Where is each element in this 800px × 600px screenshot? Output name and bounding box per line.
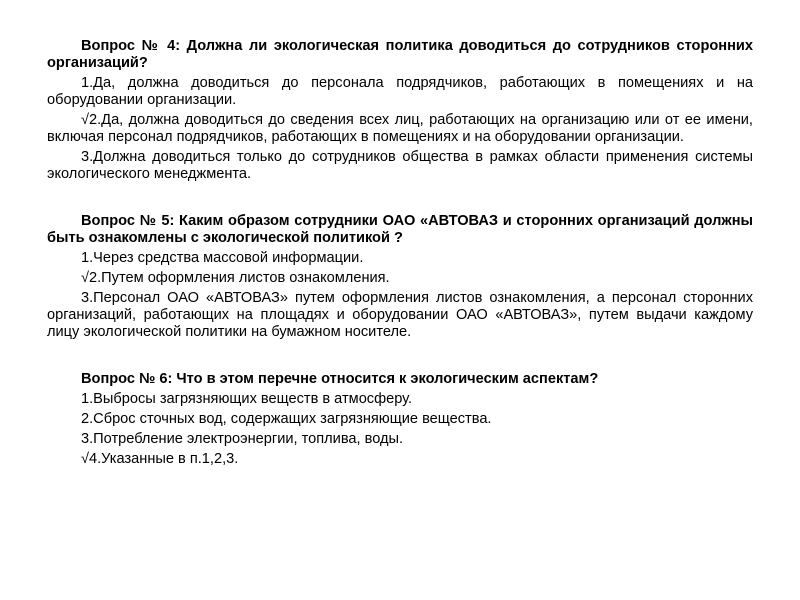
question-6-answer-3: 3.Потребление электроэнергии, топлива, воды. — [81, 431, 404, 447]
question-6-answer-4: √4.Указанные в п.1,2,3. — [81, 451, 239, 467]
question-5-answer-1: 1.Через средства массовой информации. — [81, 250, 364, 266]
question-6-answer-1: 1.Выбросы загрязняющих веществ в атмосферу. — [81, 391, 413, 407]
question-4-answer-2: √2.Да, должна доводиться до сведения всех лиц, работающих на организацию или от ее имени, включая персонал подрядчиков, работающих в помещениях и на оборудовании организации. — [47, 112, 753, 145]
question-5-answer-3: 3.Персонал ОАО «АВТОВАЗ» путем оформления листов ознакомления, а персонал сторонних организаций, работающих на площадях и оборудовании ОАО «АВТОВАЗ», путем выдачи каждому лицу экологической политики на бумажном носителе. — [47, 290, 753, 340]
question-block-6 — [47, 371, 753, 468]
question-4-answer-1: 1.Да, должна доводиться до персонала подрядчиков, работающих в помещениях и на оборудовании организации. — [47, 75, 753, 108]
question-block-5 — [47, 213, 753, 341]
question-block-4 — [47, 38, 753, 183]
question-5-title: Вопрос № 5: Каким образом сотрудники ОАО «АВТОВАЗ и сторонних организаций должны быть ознакомлены с экологической политикой ? — [47, 213, 753, 246]
question-4-title: Вопрос № 4: Должна ли экологическая политика доводиться до сотрудников сторонних организаций? — [47, 38, 753, 71]
quiz-content — [47, 38, 753, 468]
question-6-answer-2: 2.Сброс сточных вод, содержащих загрязняющие вещества. — [81, 411, 492, 427]
question-6-title: Вопрос № 6: Что в этом перечне относится к экологическим аспектам? — [81, 371, 599, 387]
question-4-answer-3: 3.Должна доводиться только до сотрудников общества в рамках области применения системы экологического менеджмента. — [47, 149, 753, 182]
question-5-answer-2: √2.Путем оформления листов ознакомления. — [81, 270, 390, 286]
